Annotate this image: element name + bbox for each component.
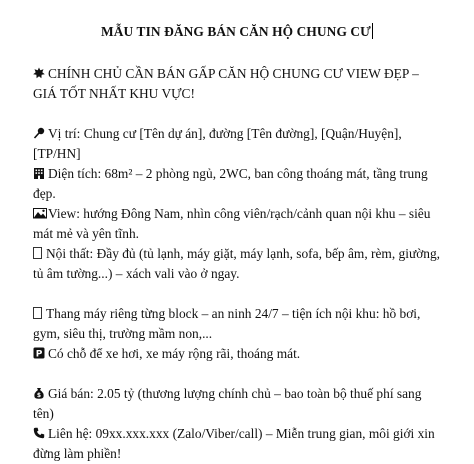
blank-line — [33, 284, 443, 304]
view-text: View: hướng Đông Nam, nhìn công viên/rạch/cảnh quan nội khu – siêu mát mẻ và yên tĩnh. — [33, 206, 431, 241]
area-paragraph — [33, 164, 443, 204]
headline-text: CHÍNH CHỦ CẦN BÁN GẤP CĂN HỘ CHUNG CƯ VIEW ĐẸP – GIÁ TỐT NHẤT KHU VỰC! — [33, 66, 419, 101]
headline-paragraph — [33, 64, 443, 104]
missing-glyph-icon — [33, 307, 42, 319]
building-icon — [33, 167, 45, 179]
parking-text: Có chỗ để xe hơi, xe máy rộng rãi, thoáng mát. — [48, 346, 301, 361]
amenities-paragraph — [33, 304, 443, 344]
blank-line — [33, 364, 443, 384]
phone-icon — [33, 427, 45, 439]
location-paragraph — [33, 124, 443, 164]
parking-icon — [33, 347, 45, 359]
view-paragraph — [33, 204, 443, 244]
contact-text: Liên hệ: 09xx.xxx.xxx (Zalo/Viber/call) – Miễn trung gian, môi giới xin đừng làm phiền! — [33, 426, 435, 461]
parking-paragraph — [33, 344, 443, 364]
amenities-text: Thang máy riêng từng block – an ninh 24/7 – tiện ích nội khu: hồ bơi, gym, siêu thị, trường mầm non,... — [33, 306, 421, 341]
pin-icon — [33, 127, 45, 139]
star-badge-icon — [33, 67, 45, 79]
landscape-icon — [33, 207, 45, 219]
furniture-text: Nội thất: Đầy đủ (tủ lạnh, máy giặt, máy lạnh, sofa, bếp âm, rèm, giường, tủ âm tường...) – xách vali vào ở ngay. — [33, 246, 441, 281]
svg-text:$: $ — [36, 392, 42, 399]
document-title[interactable] — [0, 22, 474, 42]
money-bag-icon — [33, 387, 45, 399]
furniture-paragraph — [33, 244, 443, 284]
price-paragraph — [33, 384, 443, 424]
area-text: Diện tích: 68m² – 2 phòng ngủ, 2WC, ban công thoáng mát, tầng trung đẹp. — [33, 166, 428, 201]
blank-line — [33, 104, 443, 124]
location-text: Vị trí: Chung cư [Tên dự án], đường [Tên đường], [Quận/Huyện], [TP/HN] — [33, 126, 402, 161]
svg-text:P: P — [35, 349, 43, 359]
contact-paragraph — [33, 424, 443, 464]
text-cursor — [372, 23, 373, 39]
document-body[interactable] — [33, 64, 443, 464]
missing-glyph-icon — [33, 247, 42, 259]
price-text: Giá bán: 2.05 tỷ (thương lượng chính chủ – bao toàn bộ thuế phí sang tên) — [33, 386, 422, 421]
document-title-text: MẪU TIN ĐĂNG BÁN CĂN HỘ CHUNG CƯ — [101, 24, 371, 39]
